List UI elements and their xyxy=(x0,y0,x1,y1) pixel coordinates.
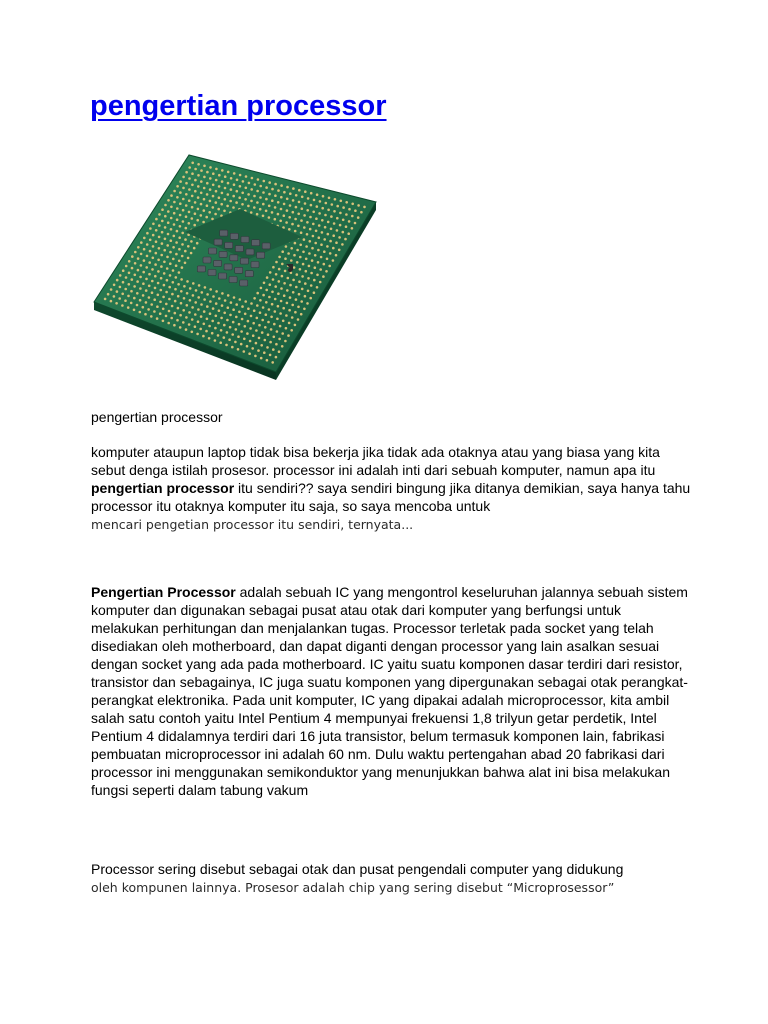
image-caption: pengertian processor xyxy=(91,409,223,425)
processor-chip-illustration xyxy=(90,140,378,386)
intro-last-line: mencari pengetian processor itu sendiri, ternyata... xyxy=(91,517,414,532)
definition-text: adalah sebuah IC yang mengontrol keseluruhan jalannya sebuah sistem komputer dan digunakan sebagai pusat atau otak dari komputer yang berfungsi untuk melakukan perhitungan dan menjalankan tugas. Processor terletak pada socket yang telah disediakan oleh motherboard, dan dapat diganti dengan processor yang lain asalkan sesuai dengan socket yang ada pada motherboard. IC yaitu suatu komponen dasar terdiri dari resistor, transistor dan sebagainya, IC juga suatu komponen yang dipergunakan sebagai otak perangkat-perangkat elektronika. Pada unit komputer, IC yang dipakai adalah microprocessor, kita ambil salah satu contoh yaitu Intel Pentium 4 mempunyai frekuensi 1,8 trilyun getar perdetik, Intel Pentium 4 didalamnya terdiri dari 16 juta transistor, belum termasuk komponen lain, fabrikasi pembuatan microprocessor ini adalah 60 nm. Dulu waktu pertengahan abad 20 fabrikasi dari processor ini menggunakan semikonduktor yang menunjukkan bahwa alat ini bisa melakukan fungsi seperti dalam tabung vakum xyxy=(91,584,688,798)
processor-image xyxy=(90,140,378,386)
summary-line-2: oleh kompunen lainnya. Prosesor adalah chip yang sering disebut “Microprosessor” xyxy=(91,880,615,895)
definition-bold-term: Pengertian Processor xyxy=(91,584,236,600)
definition-paragraph xyxy=(91,583,691,799)
intro-bold-term: pengertian processor xyxy=(91,480,235,496)
summary-line-1: Processor sering disebut sebagai otak dan pusat pengendali computer yang didukung xyxy=(91,861,624,877)
intro-text-after: itu sendiri?? saya sendiri bingung jika ditanya demikian, saya hanya tahu processor itu otaknya komputer itu saja, so saya mencoba untuk xyxy=(91,480,691,514)
page-title-link[interactable]: pengertian processor xyxy=(90,90,387,122)
summary-paragraph xyxy=(91,860,691,897)
intro-text-before: komputer ataupun laptop tidak bisa bekerja jika tidak ada otaknya atau yang biasa yang kita sebut denga istilah prosesor. processor ini adalah inti dari sebuah komputer, namun apa itu xyxy=(91,444,660,478)
intro-paragraph xyxy=(91,443,691,534)
